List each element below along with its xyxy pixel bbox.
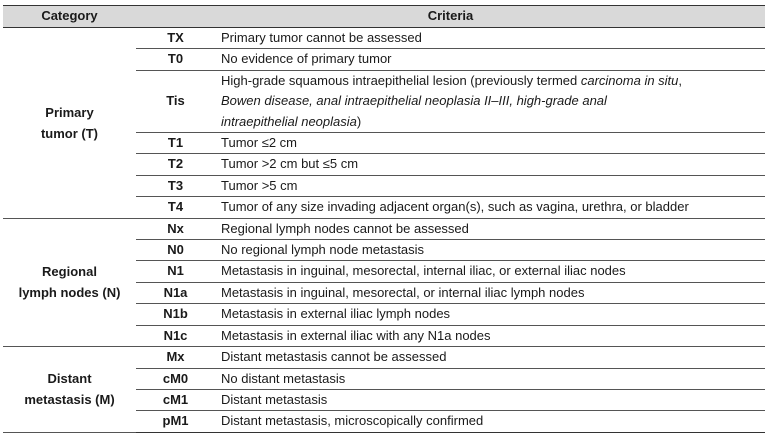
stage-code: pM1 (136, 411, 215, 432)
table-row (3, 28, 765, 49)
stage-code: T1 (136, 133, 215, 154)
stage-criteria: Tumor >5 cm (215, 175, 765, 196)
stage-criteria: Distant metastasis cannot be assessed (215, 347, 765, 368)
criteria-text-part: ) (356, 113, 362, 129)
category-column-header: Category (3, 6, 136, 28)
stage-criteria: Metastasis in external iliac lymph nodes (215, 304, 765, 325)
category-label-line: Distant (47, 371, 92, 387)
stage-code: N1 (136, 261, 215, 282)
stage-code: Tis (136, 70, 215, 132)
criteria-text-part: High-grade squamous intraepithelial lesion (previously termed (221, 72, 581, 88)
table-body (3, 28, 765, 433)
stage-code: N1b (136, 304, 215, 325)
stage-code: T2 (136, 154, 215, 175)
stage-code: T0 (136, 49, 215, 70)
category-label-line: tumor (T) (40, 125, 99, 141)
stage-code: N0 (136, 240, 215, 261)
stage-code: N1a (136, 282, 215, 303)
tnm-staging-table (3, 5, 765, 433)
table-row (3, 218, 765, 239)
criteria-text-part: Bowen disease, anal intraepithelial neoplasia II–III, high-grade anal (221, 93, 607, 109)
stage-criteria: Metastasis in external iliac with any N1a nodes (215, 325, 765, 346)
stage-criteria (215, 70, 765, 132)
stage-code: TX (136, 28, 215, 49)
stage-code: N1c (136, 325, 215, 346)
stage-criteria: Metastasis in inguinal, mesorectal, or internal iliac lymph nodes (215, 282, 765, 303)
stage-code: cM1 (136, 389, 215, 410)
stage-criteria: Regional lymph nodes cannot be assessed (215, 218, 765, 239)
category-label-line: lymph nodes (N) (18, 285, 121, 301)
stage-criteria: No evidence of primary tumor (215, 49, 765, 70)
category-primary-tumor (3, 28, 136, 219)
stage-criteria: No distant metastasis (215, 368, 765, 389)
criteria-text-part: intraepithelial neoplasia (221, 113, 357, 129)
table-row (3, 347, 765, 368)
category-label-line: metastasis (M) (24, 392, 115, 408)
category-distant-metastasis (3, 347, 136, 433)
stage-criteria: Tumor >2 cm but ≤5 cm (215, 154, 765, 175)
stage-code: Nx (136, 218, 215, 239)
stage-criteria: Distant metastasis (215, 389, 765, 410)
criteria-column-header: Criteria (136, 6, 765, 28)
category-regional-lymph-nodes (3, 218, 136, 346)
stage-code: Mx (136, 347, 215, 368)
category-label-line: Primary (45, 104, 94, 120)
staging-table-container (3, 5, 765, 433)
stage-criteria: Metastasis in inguinal, mesorectal, internal iliac, or external iliac nodes (215, 261, 765, 282)
stage-criteria: No regional lymph node metastasis (215, 240, 765, 261)
stage-criteria: Distant metastasis, microscopically confirmed (215, 411, 765, 432)
stage-code: cM0 (136, 368, 215, 389)
stage-criteria: Primary tumor cannot be assessed (215, 28, 765, 49)
stage-criteria: Tumor ≤2 cm (215, 133, 765, 154)
stage-criteria: Tumor of any size invading adjacent organ(s), such as vagina, urethra, or bladder (215, 197, 765, 218)
criteria-text-part: carcinoma in situ (580, 72, 679, 88)
table-header-row (3, 6, 765, 28)
category-label-line: Regional (42, 264, 97, 280)
stage-code: T3 (136, 175, 215, 196)
criteria-text-part: , (678, 72, 683, 88)
stage-code: T4 (136, 197, 215, 218)
